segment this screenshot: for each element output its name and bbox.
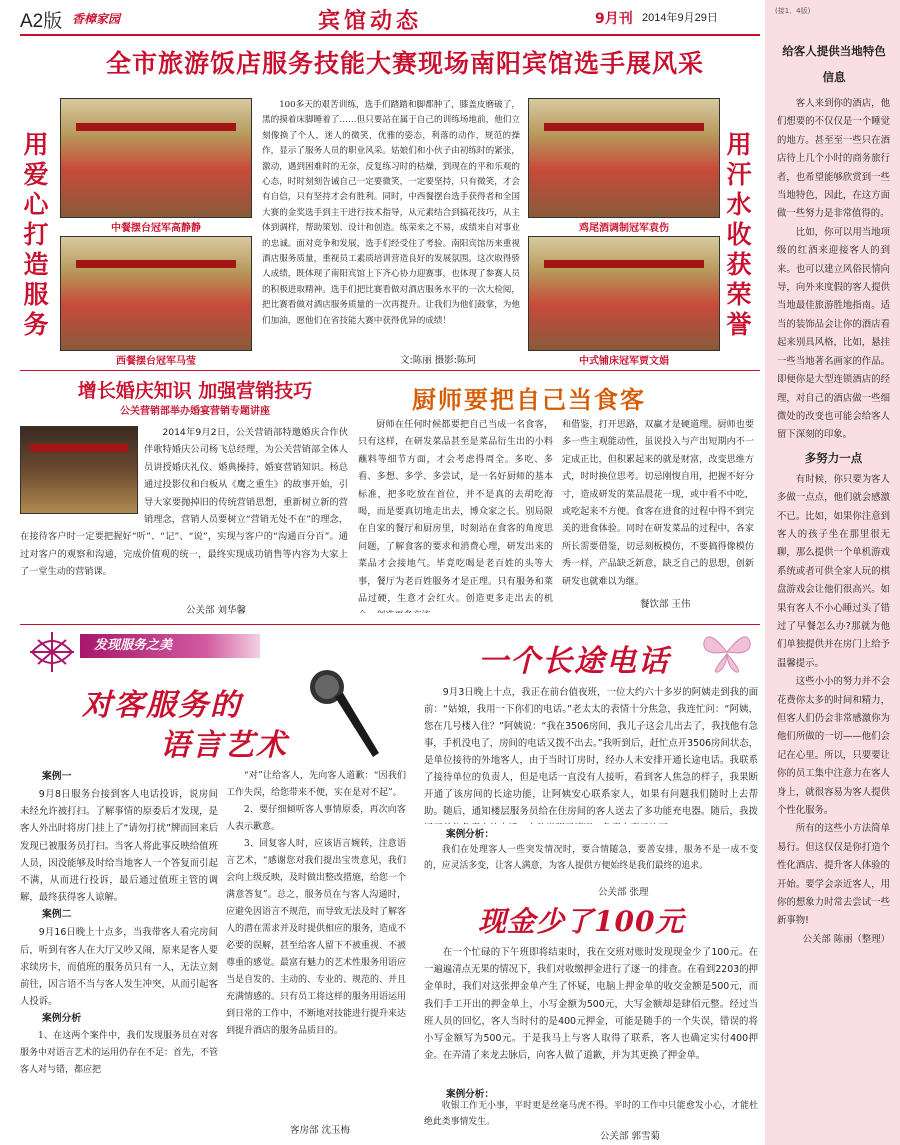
chef-body: 厨师在任何时候都要把自己当成一名食客，只有这样，在研发菜品甚至是菜品衍生出的小料蘸料等细节方面，才会考虑得周全。多吃、多看、多想、多学、多尝试，是一名好厨师的基本标准，把多吃放在首位，并不是真的去胡吃海喝，而是要真切地走出去，博众家之长。别局限在自家的餐厅和厨房里，时刻站在食客的角度思问题，了解食客的要求和消费心理，研发出来的菜品才会接地气。毕竟吃喝是老百姓的头等大事，餐厅为老百姓服务才是正理。只有服务和菜品过硬，生意才会红火。创造更多走出去的机 <box>358 420 553 605</box>
chef-byline: 餐饮部 王伟 <box>640 599 691 610</box>
header-issue: 9月刊 <box>595 11 633 27</box>
photo-chinese-table-setting <box>60 98 252 218</box>
beauty-title-line2: 语言艺术 <box>160 728 288 763</box>
beauty-analysis: 3、回复客人时，应该语言婉转，注意语言艺术，“感谢您对我们提出宝贵意见，我们会向上级反映，及时做出整改措施，给您一个满意答复”。总之，服务员在与客人沟通时，应避免因语言不规范，而导致无法及时了解客人的潜在需求并及时提供相应的服务，造成不必要的误解，甚至给客人留下不被重视、不被尊重的感觉。最富有魅力的艺术性服务用语应当是自发的、主动的、专业的、规范的、并且充满情感的。只有员工将这样的服务用语运用到日常的工作中，不断地对技能进行提升来达到提升酒店的服务品质目的。 <box>226 839 406 1036</box>
divider <box>20 624 760 625</box>
call-analysis: 我们在处理客人一些突发情况时，要合情随急，要善安排，服务不是一成不变的，应灵活多变，让客人满意，为客人提供方便始终是我们最终的追求。 <box>424 845 758 871</box>
lead-left-slogan: 用爱心打造服务 <box>23 130 49 339</box>
wedding-byline: 公关部 刘华馨 <box>186 605 247 616</box>
cash-analysis: 收银工作无小事，平时更是丝毫马虎不得。平时的工作中只能愈发小心，才能杜绝此类事情发生。 <box>424 1101 758 1127</box>
lead-right-slogan: 用汗水收获荣誉 <box>726 130 752 339</box>
sidebar <box>765 0 900 1145</box>
sidebar-paragraph: 有时候，你只要为客人多做一点点，他们就会感激不已。比如，如果你注意到客人的孩子坐在那里很无聊，那么提供一个单机游戏系统或者可供全家人玩的棋盘游戏会让他们很高兴。如果有客人不小心睡过头了错过了早餐怎么办?那就为他们单独提供并在房门上给予温馨提示。 <box>777 473 890 669</box>
cash-byline: 公关部 郭雪菊 <box>600 1131 661 1142</box>
beauty-byline: 客房部 沈玉梅 <box>290 1125 351 1136</box>
microphone-icon <box>305 665 385 765</box>
wedding-body: 2014年9月2日，公关营销部特邀婚庆合作伙伴歌特婚庆公司杨飞总经理，为公关营销部全体人员讲授婚庆礼仪、婚典操持、婚宴营销知识。杨总通过投影仪和白板从《鹰之重生》的故事开始，引导大家要抛掉旧的传统营销思想，重新树立新的营销理念，营销人员要树立“营销无处不在”的理念，在接待客户时一定要把握好“听”、“记”、“说”，实现与客户的“沟通百分百”。通过对客户的观察和沟通，完成价值观的统一，最终实现成功销售等内容为大家上了一堂生动的营销课。 <box>20 427 348 578</box>
case-label: 案例分析： <box>446 1089 494 1100</box>
header-section-name: 香樟家园 <box>72 12 121 26</box>
sidebar-title: 给客人提供当地特色信息 <box>782 44 886 84</box>
photo-caption: 西餐摆台冠军马莹 <box>116 356 196 367</box>
beauty-case2: 9月16日晚上十点多，当我带客人看完房间后，听到有客人在大厅又吵又闹，原来是客人要求续房卡，而值班的服务员只有一人，无法立刻前往，因言语不当与客人发生冲突，从而引起客人投诉。 <box>20 927 218 1008</box>
photo-caption: 中式铺床冠军贾文娟 <box>579 356 669 367</box>
wedding-subtitle: 公关营销部举办婚宴营销专题讲座 <box>120 406 270 417</box>
call-byline: 公关部 张理 <box>598 887 649 898</box>
photo-bed-making <box>528 236 720 351</box>
beauty-banner: 发现服务之美 <box>80 634 260 658</box>
cash-body: 在一个忙碌的下午班即将结束时，我在交班对账时发现现金少了100元。在一遍遍清点无果的情况下，我们对收缴押金进行了逐一的排查。在看到2203的押金单时，我们对这张押金单产生了怀疑，电脑上押金单的收交金额是500元，而我们手工开出的押金单上，小写金额为500元，大写金额却是肆佰元整。经过当班人员的回忆，客人当时付的是400元押金，可能是随手的一个失误，错误的将小写金额写为500元。于是我马上与客人取得了联系，客人也确定实付400押金。在弄清了来龙去脉后，向客人做了道歉，并为其更换了押金单。 <box>424 947 758 1062</box>
lead-byline: 文:陈丽 摄影:陈珂 <box>400 355 476 366</box>
photo-western-table-setting <box>60 236 252 351</box>
sidebar-paragraph: 所有的这些小方法简单易行。但这仅仅是你打造个性化酒店、提升客人体验的开始。要学会亲近客人，用你的想象力时常去尝试一些新事物! <box>777 823 890 927</box>
lead-body: 100多天的艰苦训练，选手们踏踏和脚都肿了，膝盖皮磨破了，黑的摸着床脚睡着了……但只要站在属于自己的训练场地前，他们立刻像换了个人，迷人的微笑，优雅的姿态，利落的动作，规范的操作，显示了服务人员的职业风采。姑娘们和小伙子由初练时的紧张，激动，遇到困难时的无奈，反复练习时的枯燥，到现在的平和乐观的心态，时时刻刻告诫自己一定要微笑，一定要坚持，只有微笑，才会有自信，只有坚持才会有胜利。同时，中西餐摆台选手获得者和全国大赛的金奖选手到主干进行技术指导，从元素结合到搞花技巧，从主体到调样，帮助策划、设计和创造。练荣来之不易，成绩来自对事业的忠诚。面对竞争和发展，选手们经受住了考验。南阳宾馆历来重视酒店服务质量，重视员工素质培训营造良好的发展氛围。这次取得骄人成绩，既体现了南阳宾馆上下齐心协力迎赛事，也体现了参赛人员的积极进取精神。选手们把比赛看做对酒店服务水平的一次大检阅，把比赛看做对酒店服务质量的一次再提升。让我们为他们鼓掌，为他们加油，愿他们在省技能大赛中获得优异的成绩！ <box>262 100 520 326</box>
chef-title: 厨师要把自己当食客 <box>412 385 646 414</box>
chef-body: 和借鉴，打开思路，双赢才是硬道理。厨师也要多一些主观能动性，虽说投入与产出短期内不一定成正比，但积累起来的就是财富，改变思维方式，时时换位思考。切忌刚愎自用，把握不好分寸，造成研发的菜品晨花一现，或中看不中吃，或吃起来不方便。食客在进食的过程中得不到完美的进食体验。同时在研发菜品的过程中，各家所长需要借鉴，切忌刻板模仿，不要搞得像模仿秀一样，产品缺乏新意，缺乏自己的思想，创新研发也就难以为继。 <box>562 420 754 587</box>
sidebar-note: (接1、4版) <box>775 7 811 15</box>
lotus-ornament-icon <box>28 630 76 674</box>
wedding-title: 增长婚庆知识 加强营销技巧 <box>77 380 313 402</box>
sidebar-heading: 多努力一点 <box>804 450 863 465</box>
lead-title: 全市旅游饭店服务技能大赛现场南阳宾馆选手展风采 <box>105 49 704 78</box>
case-label: 案例分析： <box>446 829 494 840</box>
beauty-case1: 9月8日服务台接到客人电话投诉，说房间未经允许被打扫。了解事情的原委后才发现，是客人外出时将房门挂上了“请勿打扰”牌而回来后发现已被服务员打扫。当客人将此事反映给值班人员，因没能够及时给当地客人一个答复而引起不满，从而进行投诉，最后通过值班主管的调解，最终获得客人谅解。 <box>20 789 218 904</box>
photo-cocktail-mixing <box>528 98 720 218</box>
case-label: 案例分析 <box>42 1013 82 1025</box>
case-label: 案例一 <box>42 771 72 782</box>
photo-caption: 中餐摆台冠军高静静 <box>111 223 201 234</box>
cash-title: 现金少了100元 <box>478 905 685 938</box>
case-label: 案例二 <box>42 909 72 921</box>
sidebar-paragraph: 比如，你可以用当地项级的红酒来迎接客人的到来。也可以建立风俗民情向导，向外来度假的客人提供当地最佳旅游胜地指南。适当的装饰品会让你的酒店看起来别具风格，比如，悬挂一些当地著名画家的作品。即便你是大型连锁酒店的经理，对自己的酒店做一些细微处的改变也可能会给客人留下深刻的印象。 <box>777 226 890 441</box>
call-title: 一个长途电话 <box>478 644 670 679</box>
header-column-title: 宾馆动态 <box>318 8 423 34</box>
beauty-title-line1: 对客服务的 <box>82 688 242 723</box>
call-body: 9月3日晚上十点，我正在前台值夜班，一位大约六十多岁的阿姨走到我的面前：“姑娘，我用一下你们的电话。”老太太的表情十分焦急，我连忙问：“阿姨，您在几号楼入住？”阿姨说：“我在3506房间，我儿子这会儿出去了，我找他有急事，手机没电了，房间的电话又拨不出去。”我听到后，赶忙点开3506房间状态，是单位接待的外地客人，由于当时订房时，经办人未安排开通长途电话。我联系了接待单位的负责人，但是电话一直没有人接听，看到客人焦急的样子，我果断开通了该房间的长途功能，让阿姨安心联系家人，如果有问题我们随时上去帮助。随后，通知楼层服务员给在住房间的客人送去了多功能充电器。随后，我拨 <box>424 687 758 817</box>
beauty-analysis: “对”让给客人，先向客人道歉：“因我们工作失误，给您带来不便，实在是对不起”。 <box>226 771 406 798</box>
sidebar-byline: 公关部 陈丽（整理） <box>802 933 890 945</box>
sidebar-paragraph: 这些小小的努力并不会花费你太多的时间和精力，但客人们仍会非常感激你为他们所做的一切——他们会记在心里。所以，只要要让你的员工集中注意力在客人身上，就很容易为客人提供个性化服务。 <box>777 676 890 817</box>
header-date: 2014年9月29日 <box>642 12 718 24</box>
divider <box>20 370 760 371</box>
beauty-analysis: 1、在这两个案件中，我们发现服务员在对客服务中对语言艺术的运用仍存在不足：首先，不管客人对与错，都应把 <box>20 1031 218 1076</box>
butterfly-icon <box>700 628 754 676</box>
header-edition: A2版 <box>20 11 63 32</box>
photo-caption: 鸡尾酒调制冠军袁伤 <box>579 223 669 234</box>
beauty-analysis: 2、要仔细倾听客人事情原委，再次向客人表示歉意。 <box>226 805 406 832</box>
sidebar-paragraph: 客人来到你的酒店，他们想要的不仅仅是一个睡觉的地方。甚至至一些只在酒店待上几个小时的商务旅行者，也希望能够欣赏到一些当地特色，因此，在这方面做一些努力是非常值得的。 <box>777 98 890 220</box>
header-rule <box>20 34 760 36</box>
